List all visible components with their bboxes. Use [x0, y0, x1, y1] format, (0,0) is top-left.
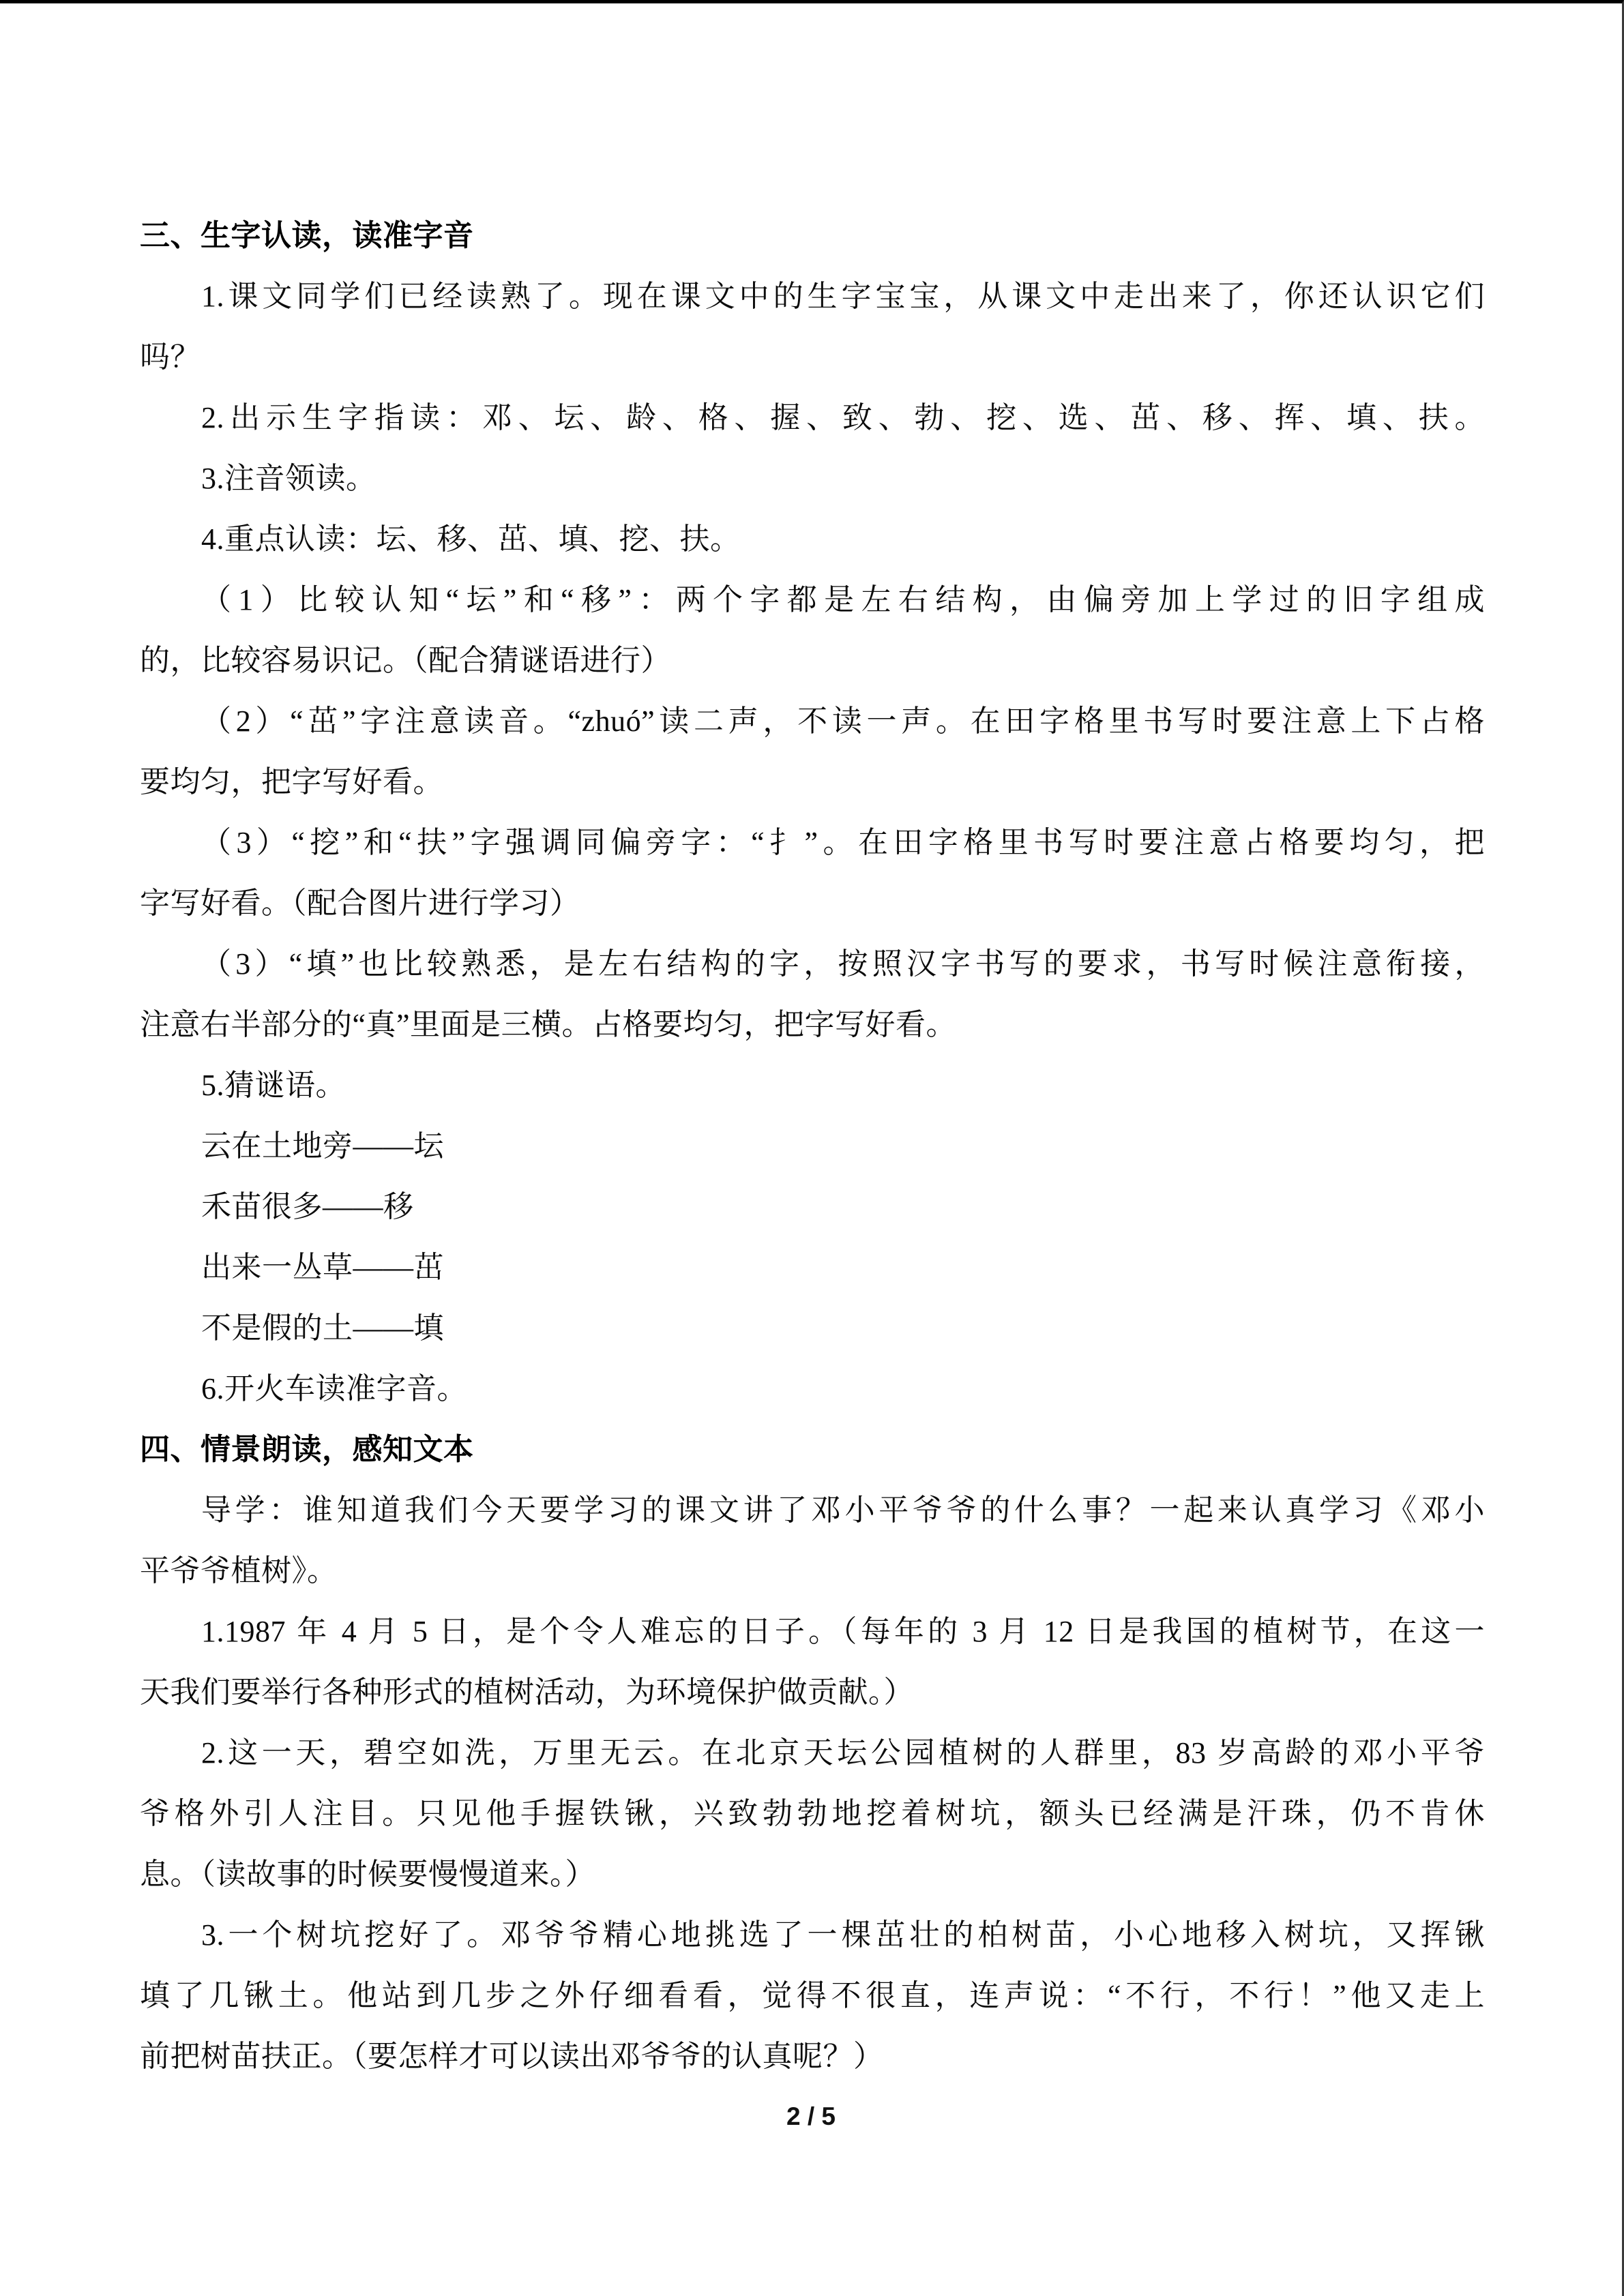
riddle-line: 云在土地旁——坛	[201, 1129, 444, 1163]
text-line: （3）“填”也比较熟悉，是左右结构的字，按照汉字书写的要求，书写时候注意衔接，	[201, 947, 1485, 981]
text-line: 3.一个树坑挖好了。邓爷爷精心地挑选了一棵茁壮的柏树苗，小心地移入树坑，又挥锹	[201, 1918, 1485, 1952]
text-line: 吗？	[140, 340, 201, 374]
section-heading-4: 四、情景朗读，感知文本	[140, 1433, 474, 1466]
text-line: （3）“挖”和“扶”字强调同偏旁字：“扌”。在田字格里书写时要注意占格要均匀，把	[201, 826, 1485, 859]
text-line: 2.这一天，碧空如洗，万里无云。在北京天坛公园植树的人群里，83 岁高龄的邓小平爷	[201, 1736, 1485, 1770]
text-line: 字写好看。（配合图片进行学习）	[140, 886, 580, 920]
text-line: 6.开火车读准字音。	[201, 1372, 467, 1405]
text-line: 爷格外引人注目。只见他手握铁锹，兴致勃勃地挖着树坑，额头已经满是汗珠，仍不肯休	[140, 1797, 1485, 1830]
document-body	[140, 205, 1485, 2087]
text-line: 注意右半部分的“真”里面是三横。占格要均匀，把字写好看。	[140, 1008, 957, 1041]
text-line: 的，比较容易识记。（配合猜谜语进行）	[140, 644, 671, 677]
text-line: 1.1987 年 4 月 5 日，是个令人难忘的日子。（每年的 3 月 12 日是我国的植树节，在这一	[201, 1615, 1485, 1648]
riddle-line: 出来一丛草——茁	[201, 1251, 444, 1284]
text-line: 3.注音领读。	[201, 462, 377, 495]
text-line: 填了几锹土。他站到几步之外仔细看看，觉得不很直，连声说：“不行，不行！”他又走上	[140, 1979, 1485, 2012]
text-line: 天我们要举行各种形式的植树活动，为环境保护做贡献。）	[140, 1675, 914, 1709]
section-heading-3: 三、生字认读，读准字音	[140, 219, 474, 252]
text-line: 2.出示生字指读：邓、坛、龄、格、握、致、勃、挖、选、茁、移、挥、填、扶。	[201, 401, 1485, 434]
text-line: 5.猜谜语。	[201, 1069, 346, 1102]
text-line: 前把树苗扶正。（要怎样才可以读出邓爷爷的认真呢？）	[140, 2040, 884, 2073]
text-line: 导学：谁知道我们今天要学习的课文讲了邓小平爷爷的什么事？一起来认真学习《邓小	[201, 1493, 1485, 1527]
page-number: 2 / 5	[786, 2102, 836, 2130]
text-line: 息。（读故事的时候要慢慢道来。）	[140, 1858, 595, 1891]
riddle-line: 禾苗很多——移	[201, 1190, 414, 1223]
riddle-line: 不是假的土——填	[201, 1311, 444, 1345]
text-line: 要均匀，把字写好看。	[140, 765, 443, 799]
text-line: 4.重点认读：坛、移、茁、填、挖、扶。	[201, 522, 741, 556]
text-line: （2）“茁”字注意读音。“zhuó”读二声，不读一声。在田字格里书写时要注意上下占格	[201, 704, 1485, 738]
text-line: 平爷爷植树》。	[140, 1554, 338, 1587]
text-line: （1）比较认知“坛”和“移”：两个字都是左右结构，由偏旁加上学过的旧字组成	[201, 583, 1485, 616]
text-line: 1.课文同学们已经读熟了。现在课文中的生字宝宝，从课文中走出来了，你还认识它们	[201, 280, 1485, 313]
